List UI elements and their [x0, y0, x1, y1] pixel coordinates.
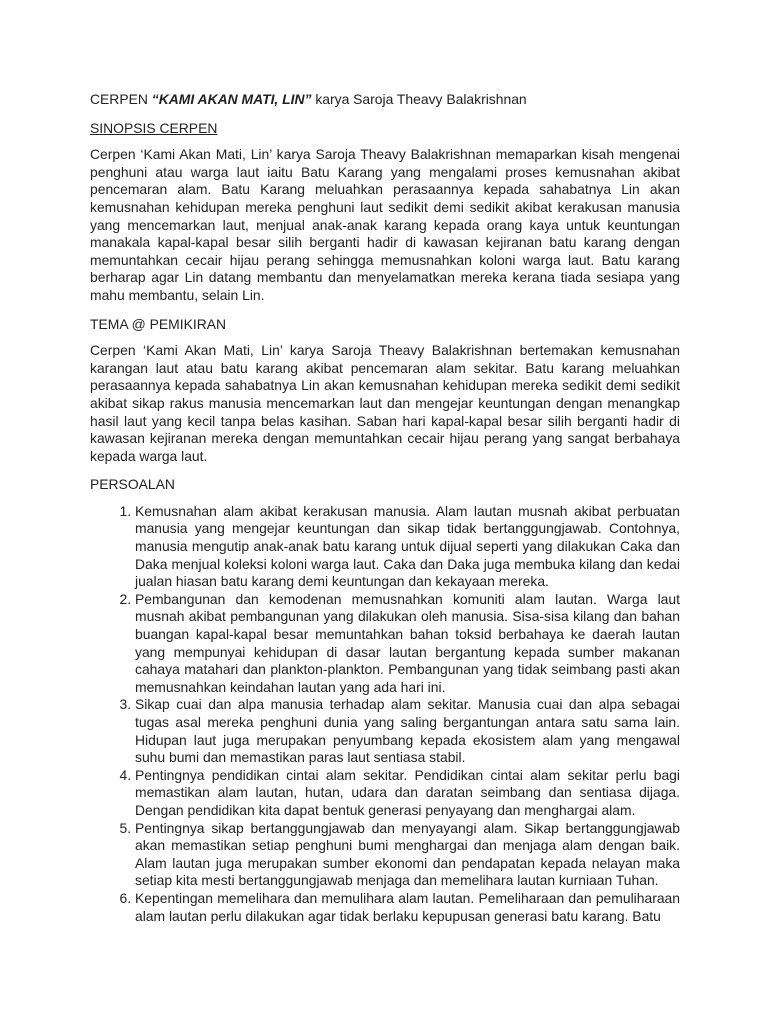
- list-item: 6. Kepentingan memelihara dan memulihara alam lautan. Pemeliharaan dan pemuliharaan alam lautan perlu dilakukan agar tidak berlaku kepupusan generasi batu karang. Batu: [135, 890, 680, 925]
- title-work: “KAMI AKAN MATI, LIN”: [151, 91, 312, 107]
- list-item: 2. Pembangunan dan kemodenan memusnahkan komuniti alam lautan. Warga laut musnah akibat pembangunan yang dilakukan oleh manusia. Sisa-sisa kilang dan bahan buangan kapal-kapal besar memuntahkan bahan toksid berbahaya ke daerah lautan yang mempunyai kehidupan di dasar lautan bergantung kepada sumber makanan cahaya matahari dan plankton-plankton. Pembangunan yang tidak seimbang pasti akan memusnahkan keindahan lautan yang ada hari ini.: [135, 591, 680, 697]
- document-content: [90, 91, 680, 925]
- sinopsis-heading: SINOPSIS CERPEN: [90, 119, 218, 136]
- document-title: [90, 91, 680, 109]
- sinopsis-paragraph: Cerpen ‘Kami Akan Mati, Lin’ karya Saroja Theavy Balakrishnan memaparkan kisah mengenai penghuni atau warga laut iaitu Batu Karang yang mengalami proses kemusnahan akibat pencemaran alam. Batu Karang meluahkan perasaannya kepada sahabatnya Lin akan kemusnahan kehidupan mereka penghuni laut sedikit demi sedikit akibat kerakusan manusia yang mencemarkan laut, menjual anak-anak karang kepada orang kaya untuk keuntungan manakala kapal-kapal besar silih berganti hadir di kawasan kejiranan batu karang dengan memuntahkan cecair hijau perang sehingga memusnahkan koloni warga laut. Batu karang berharap agar Lin datang membantu dan menyelamatkan mereka kerana tiada sesiapa yang mahu membantu, selain Lin.: [90, 146, 680, 303]
- title-prefix: CERPEN: [90, 91, 152, 107]
- persoalan-list: [90, 503, 680, 925]
- list-item: 3. Sikap cuai dan alpa manusia terhadap alam sekitar. Manusia cuai dan alpa sebagai tugas asal mereka penghuni dunia yang saling bergantungan antara satu sama lain. Hidupan laut juga merupakan penyumbang kepada ekosistem alam yang mengawal suhu bumi dan memastikan paras laut sentiasa stabil.: [135, 696, 680, 766]
- persoalan-heading: PERSOALAN: [90, 476, 175, 493]
- list-item: 4. Pentingnya pendidikan cintai alam sekitar. Pendidikan cintai alam sekitar perlu bagi memastikan alam lautan, hutan, udara dan daratan seimbang dan sentiasa dijaga. Dengan pendidikan kita dapat bentuk generasi penyayang dan menghargai alam.: [135, 767, 680, 820]
- tema-heading: TEMA @ PEMIKIRAN: [90, 315, 227, 332]
- list-item: 1. Kemusnahan alam akibat kerakusan manusia. Alam lautan musnah akibat perbuatan manusia yang mengejar keuntungan dan sikap tidak bertanggungjawab. Contohnya, manusia mengutip anak-anak batu karang untuk dijual seperti yang dilakukan Caka dan Daka menjual koleksi koloni warga laut. Caka dan Daka juga membuka kilang dan kedai jualan hiasan batu karang demi keuntungan dan kekayaan mereka.: [135, 503, 680, 591]
- tema-paragraph: Cerpen ‘Kami Akan Mati, Lin’ karya Saroja Theavy Balakrishnan bertemakan kemusnahan karangan laut atau batu karang akibat pencemaran alam sekitar. Batu karang meluahkan perasaannya kepada sahabatnya Lin akan kemusnahan kehidupan mereka sedikit demi sedikit akibat sikap rakus manusia mencemarkan laut dan mengejar keuntungan dengan menangkap hasil laut yang kecil tanpa belas kasihan. Saban hari kapal-kapal besar silih berganti hadir di kawasan kejiranan mereka dengan memuntahkan cecair hijau perang yang sangat berbahaya kepada warga laut.: [90, 342, 680, 464]
- list-item: 5. Pentingnya sikap bertanggungjawab dan menyayangi alam. Sikap bertanggungjawab akan memastikan setiap penghuni bumi menghargai dan menjaga alam dengan baik. Alam lautan juga merupakan sumber ekonomi dan pendapatan kepada nelayan maka setiap kita mesti bertanggungjawab menjaga dan memelihara lautan kurniaan Tuhan.: [135, 820, 680, 890]
- title-suffix: karya Saroja Theavy Balakrishnan: [311, 91, 527, 107]
